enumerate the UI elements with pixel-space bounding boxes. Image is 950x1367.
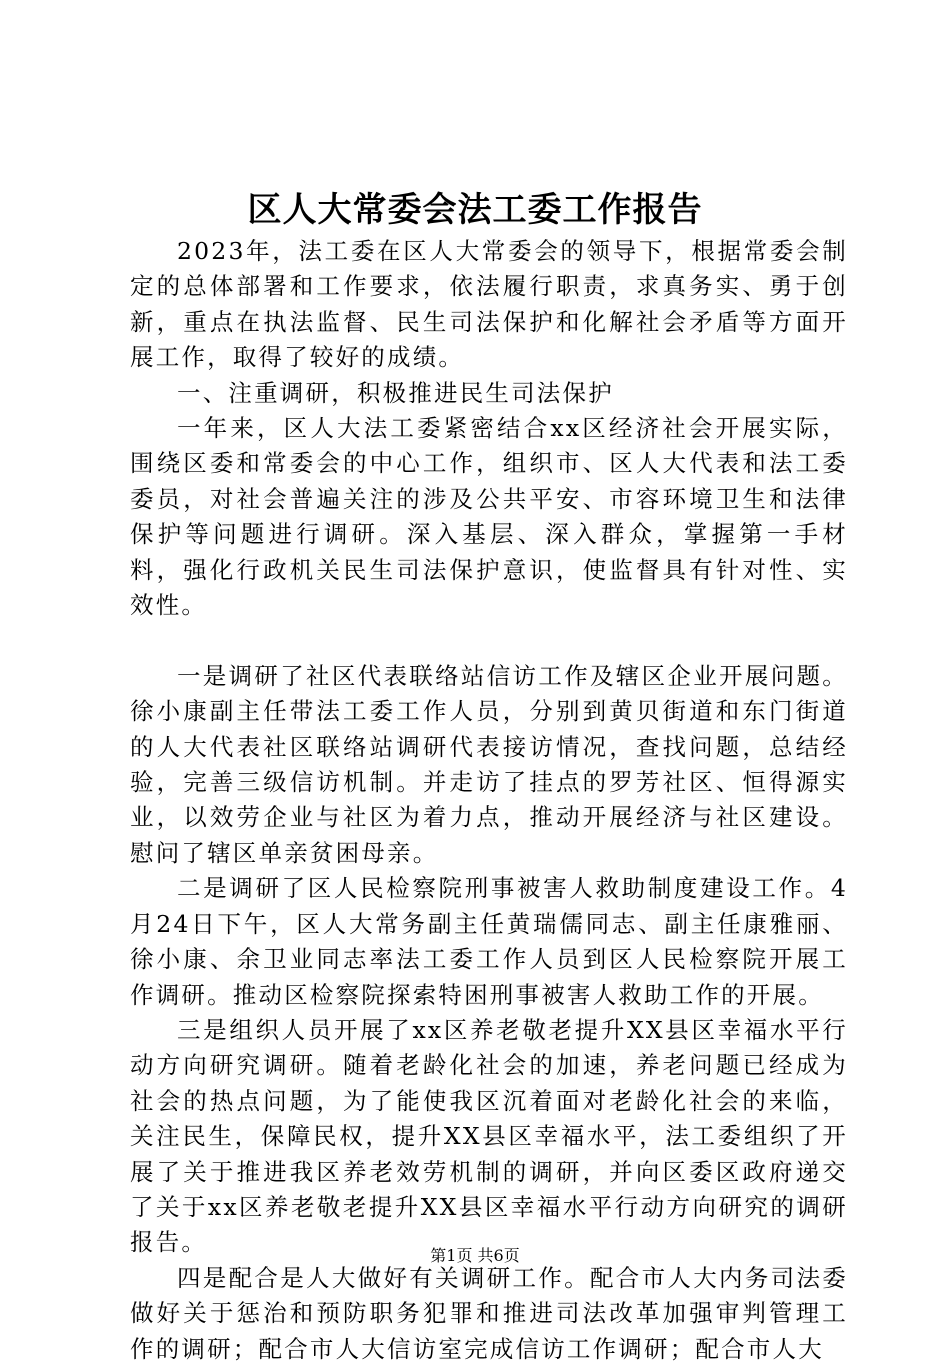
document-title: 区人大常委会法工委工作报告 bbox=[247, 190, 703, 230]
section-heading-1: 一、注重调研，积极推进民生司法保护 bbox=[177, 378, 614, 407]
paragraph-item-3: 三是组织人员开展了xx区养老敬老提升XX县区幸福水平行动方向研究调研。随着老龄化社会的加速，养老问题已经成为社会的热点问题，为了能使我区沉着面对老龄化社会的来临，关注民生，保障民权，提升XX县区幸福水平，法工委组织了开展了关于推进我区养老效劳机制的调研，并向区委区政府递交了关于xx区养老敬老提升XX县区幸福水平行动方向研究的调研报告。 bbox=[130, 1015, 848, 1257]
paragraph-intro: 2023年，法工委在区人大常委会的领导下，根据常委会制定的总体部署和工作要求，依法履行职责，求真务实、勇于创新，重点在执法监督、民生司法保护和化解社会矛盾等方面开展工作，取得了较好的成绩。 bbox=[130, 237, 848, 372]
blank-line bbox=[130, 623, 848, 658]
paragraph-item-2: 二是调研了区人民检察院刑事被害人救助制度建设工作。4月24日下午，区人大常务副主任黄瑞儒同志、副主任康雅丽、徐小康、余卫业同志率法工委工作人员到区人民检察院开展工作调研。推动区检察院探索特困刑事被害人救助工作的开展。 bbox=[130, 874, 848, 1009]
paragraph-item-1: 一是调研了社区代表联络站信访工作及辖区企业开展问题。徐小康副主任带法工委工作人员，分别到黄贝街道和东门街道的人大代表社区联络站调研代表接访情况，查找问题，总结经验，完善三级信访机制。并走访了挂点的罗芳社区、恒得源实业，以效劳企业与社区为着力点，推动开展经济与社区建设。慰问了辖区单亲贫困母亲。 bbox=[130, 661, 848, 867]
paragraph-overview: 一年来，区人大法工委紧密结合xx区经济社会开展实际，围绕区委和常委会的中心工作，组织市、区人大代表和法工委委员，对社会普遍关注的涉及公共平安、市容环境卫生和法律保护等问题进行调研。深入基层、深入群众，掌握第一手材料，强化行政机关民生司法保护意识，使监督具有针对性、实效性。 bbox=[130, 414, 848, 620]
page-number-footer: 第1页 共6页 bbox=[430, 1246, 520, 1265]
paragraph-item-4: 四是配合是人大做好有关调研工作。配合市人大内务司法委做好关于惩治和预防职务犯罪和推进司法改革加强审判管理工作的调研；配合市人大信访室完成信访工作调研；配合市人大 bbox=[130, 1263, 848, 1363]
document-body bbox=[130, 234, 848, 1367]
